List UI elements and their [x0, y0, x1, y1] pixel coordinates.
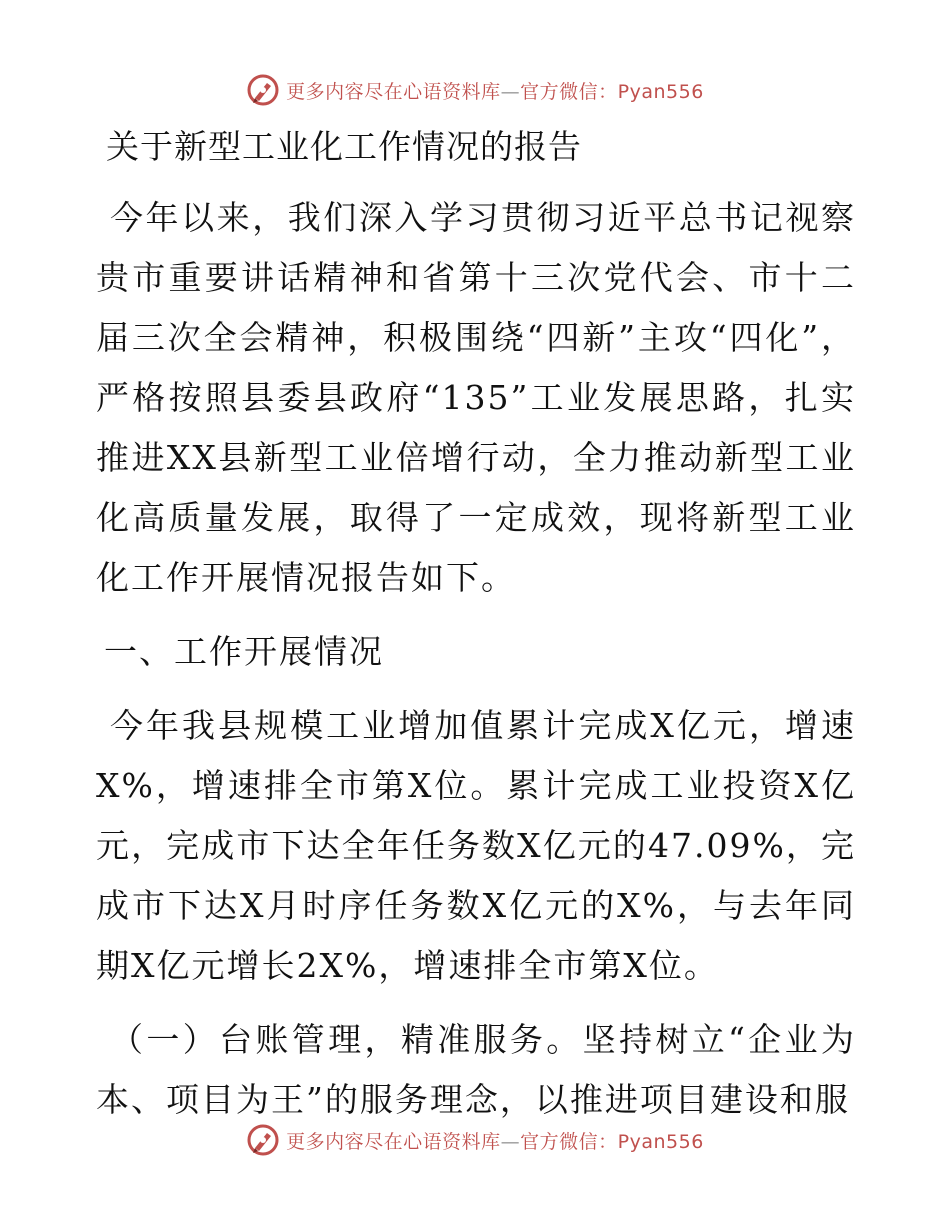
document-body [96, 118, 856, 1144]
document-title: 关于新型工业化工作情况的报告 [106, 127, 582, 166]
pen-logo-icon [246, 73, 280, 107]
watermark-text: 更多内容尽在心语资料库—官方微信：Pyan556 [286, 1130, 704, 1153]
pen-logo-icon [246, 1123, 280, 1157]
watermark-text: 更多内容尽在心语资料库—官方微信：Pyan556 [286, 80, 704, 103]
watermark-banner-bottom [0, 1118, 950, 1162]
subsection-paragraph: （一）台账管理，精准服务。坚持树立“企业为本、项目为王”的服务理念，以推进项目建设和服 [96, 1020, 856, 1119]
section-heading: 一、工作开展情况 [104, 632, 384, 671]
section-paragraph: 今年我县规模工业增加值累计完成X亿元，增速X%，增速排全市第X位。累计完成工业投资X亿元，完成市下达全年任务数X亿元的47.09%，完成市下达X月时序任务数X亿元的X%，与去年同期X亿元增长2X%，增速排全市第X位。 [96, 706, 856, 985]
intro-paragraph: 今年以来，我们深入学习贯彻习近平总书记视察贵市重要讲话精神和省第十三次党代会、市十二届三次全会精神，积极围绕“四新”主攻“四化”，严格按照县委县政府“135”工业发展思路，扎实推进XX县新型工业倍增行动，全力推动新型工业化高质量发展，取得了一定成效，现将新型工业化工作开展情况报告如下。 [96, 198, 856, 597]
watermark-banner-top [0, 68, 950, 112]
